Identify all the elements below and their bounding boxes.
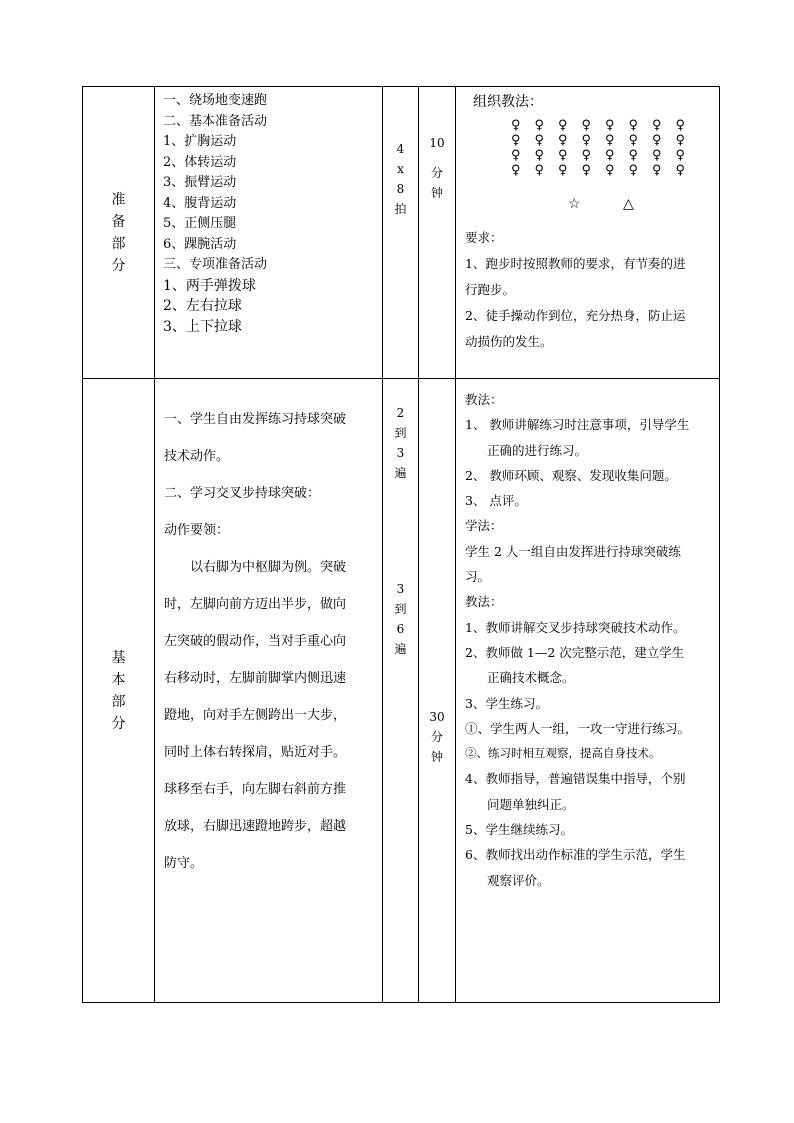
formation-markers <box>465 191 713 217</box>
content-line: 放球，右脚迅速蹬地跨步，超越 <box>164 819 347 834</box>
prep-line: 三、专项准备活动 <box>163 257 268 272</box>
teacher-star-icon: ☆ <box>568 196 581 212</box>
basic-count: 2 到 3 遍 3 到 6 遍 <box>383 379 419 1003</box>
student-icon: ♀ <box>628 118 639 133</box>
prep-time: 10 分 钟 <box>419 87 456 379</box>
student-icon: ♀ <box>652 163 662 178</box>
student-icon: ♀ <box>558 133 568 148</box>
student-icon: ♀ <box>558 118 568 133</box>
student-icon: ♀ <box>511 148 521 163</box>
requirement-line: 行跑步。 <box>465 282 516 297</box>
student-icon: ♀ <box>628 133 639 148</box>
method-line: 观察评价。 <box>487 872 550 888</box>
student-icon: ♀ <box>581 163 592 178</box>
requirement-line: 1、跑步时按照教师的要求，有节奏的进 <box>465 256 686 271</box>
prep-line: 2、体转运动 <box>163 154 237 170</box>
content-line: 防守。 <box>164 856 204 871</box>
method-line: 问题单独纠正。 <box>487 796 575 812</box>
content-line: 右移动时，左脚前脚掌内侧迅速 <box>164 671 347 686</box>
content-line: 同时上体右转探肩，贴近对手。 <box>164 745 347 760</box>
prep-line: 5、正侧压腿 <box>163 216 237 231</box>
student-icon: ♀ <box>581 148 592 163</box>
prep-count: 4 x 8 拍 <box>383 87 419 379</box>
formation-row <box>511 132 713 147</box>
prep-line: 4、腹背运动 <box>163 195 237 211</box>
student-icon: ♀ <box>652 133 662 148</box>
student-icon: ♀ <box>558 148 568 163</box>
formation-grid <box>511 117 713 177</box>
student-icon: ♀ <box>675 133 686 148</box>
basic-content <box>155 379 383 1003</box>
student-icon: ♀ <box>581 118 592 133</box>
content-line: 一、学生自由发挥练习持球突破 <box>164 412 347 427</box>
basic-row <box>83 379 720 1003</box>
basic-section-label: 基 本 部 分 <box>83 379 155 1003</box>
prep-section-label: 准 备 部 分 <box>83 87 155 379</box>
method-line: 6、教师找出动作标准的学生示范，学生 <box>465 847 686 863</box>
student-icon: ♀ <box>675 163 686 178</box>
method-line: 2、 教师环顾、观察、发现收集问题。 <box>465 467 677 483</box>
student-icon: ♀ <box>605 133 615 148</box>
student-icon: ♀ <box>511 118 521 133</box>
content-line: 技术动作。 <box>164 449 230 464</box>
student-icon: ♀ <box>581 133 592 148</box>
student-icon: ♀ <box>534 133 545 148</box>
student-icon: ♀ <box>652 148 662 163</box>
prep-line: 一、绕场地变速跑 <box>163 93 268 108</box>
requirement-line: 动损伤的发生。 <box>465 334 553 349</box>
student-icon: ♀ <box>605 148 615 163</box>
method-line: ②、练习时相互观察，提高自身技术。 <box>465 746 661 761</box>
prep-line: 3、振臂运动 <box>163 175 237 190</box>
student-icon: ♀ <box>675 118 686 133</box>
content-line: 动作要领： <box>164 523 230 538</box>
prep-line: 1、两手弹拨球 <box>163 277 256 294</box>
requirements-title: 要求： <box>465 230 503 245</box>
content-line: 二、学习交叉步持球突破： <box>164 486 321 501</box>
method-line: 4、教师指导，普遍错误集中指导，个别 <box>465 771 686 787</box>
student-icon: ♀ <box>534 118 545 133</box>
lesson-plan-table <box>82 86 720 1003</box>
method-line: 3、 点评。 <box>465 493 527 509</box>
prep-line: 二、基本准备活动 <box>163 113 268 129</box>
basic-method <box>456 379 720 1003</box>
student-icon: ♀ <box>605 163 615 178</box>
method-line: 教法： <box>465 594 503 610</box>
student-icon: ♀ <box>534 163 545 178</box>
formation-row <box>511 147 713 162</box>
prep-row <box>83 87 720 379</box>
requirement-line: 2、徒手操动作到位，充分热身，防止运 <box>465 308 686 323</box>
method-line: 2、教师做 1—2 次完整示范，建立学生 <box>465 644 685 660</box>
method-line: 学生 2 人一组自由发挥进行持球突破练 <box>465 543 681 559</box>
prep-line: 2、左右拉球 <box>163 298 242 314</box>
method-line: 正确技术概念。 <box>487 670 575 686</box>
teacher-triangle-icon: △ <box>623 196 634 212</box>
content-line: 以右脚为中枢脚为例。突破 <box>190 560 347 575</box>
method-line: 学法： <box>465 518 503 534</box>
method-line: 习。 <box>465 569 491 585</box>
student-icon: ♀ <box>511 133 521 148</box>
org-title: 组织教法： <box>473 94 543 110</box>
prep-line: 1、扩胸运动 <box>163 134 237 149</box>
student-icon: ♀ <box>628 148 639 163</box>
content-line: 左突破的假动作，当对手重心向 <box>164 634 347 649</box>
method-line: ①、学生两人一组，一攻一守进行练习。 <box>465 720 691 736</box>
method-line: 1、 教师讲解练习时注意事项，引导学生 <box>465 417 690 433</box>
content-line: 时，左脚向前方迈出半步，做向 <box>164 597 347 612</box>
prep-line: 6、踝腕活动 <box>163 236 237 252</box>
formation-row <box>511 162 713 177</box>
student-icon: ♀ <box>675 148 686 163</box>
student-icon: ♀ <box>628 163 639 178</box>
student-icon: ♀ <box>652 118 662 133</box>
prep-line: 3、上下拉球 <box>163 318 242 335</box>
formation-row <box>511 117 713 132</box>
student-icon: ♀ <box>534 148 545 163</box>
method-line: 5、学生继续练习。 <box>465 822 573 838</box>
student-icon: ♀ <box>511 163 521 178</box>
prep-content <box>155 87 383 379</box>
student-icon: ♀ <box>605 118 615 133</box>
content-line: 蹬地，向对手左侧跨出一大步， <box>164 708 347 723</box>
method-line: 1、教师讲解交叉步持球突破技术动作。 <box>465 619 686 635</box>
content-line: 球移至右手，向左脚右斜前方推 <box>164 782 347 797</box>
basic-time: 30 分 钟 <box>419 379 456 1003</box>
student-icon: ♀ <box>558 163 568 178</box>
method-line: 正确的进行练习。 <box>487 442 588 458</box>
method-line: 3、学生练习。 <box>465 695 548 711</box>
method-line: 教法： <box>465 392 503 407</box>
prep-organization <box>456 87 720 379</box>
